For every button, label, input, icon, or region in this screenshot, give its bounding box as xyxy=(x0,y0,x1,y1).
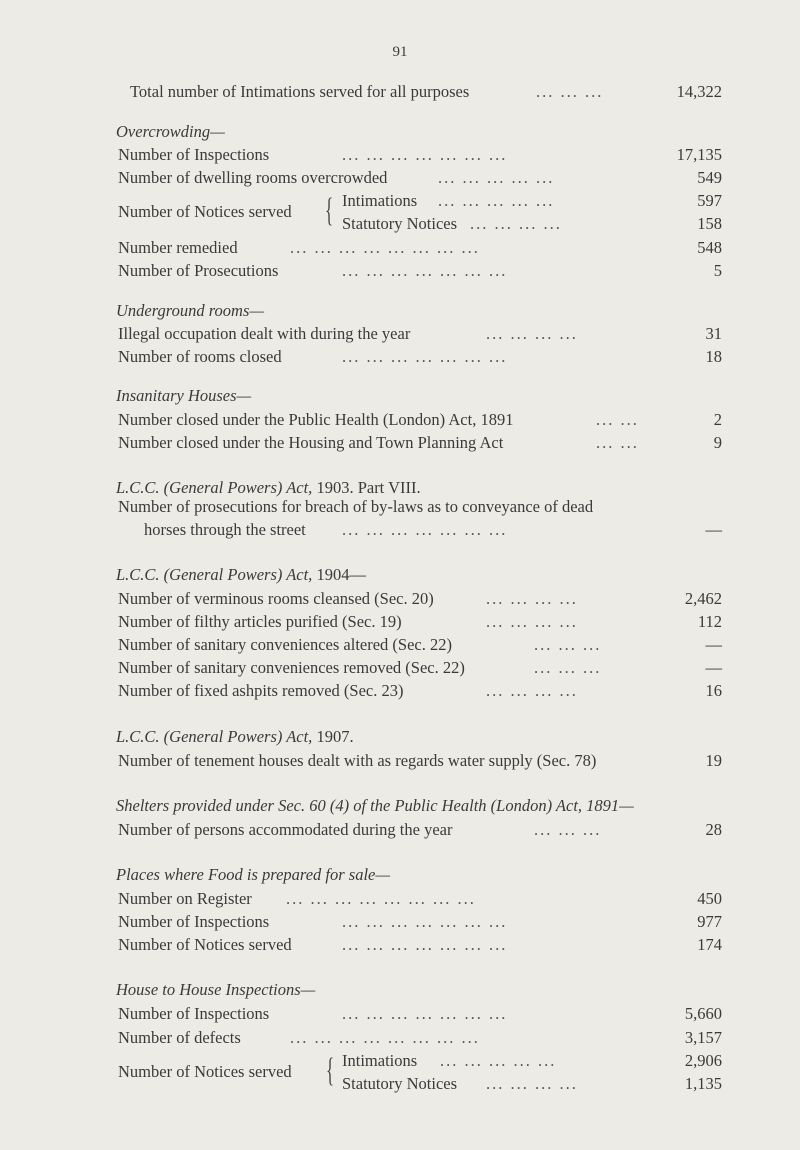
row-value: 158 xyxy=(697,214,722,233)
leader-dots: ... ... ... xyxy=(534,658,602,677)
house-inspections-row xyxy=(0,1004,800,1024)
heading-italic: L.C.C. (General Powers) Act, xyxy=(116,478,313,497)
row-label: Total number of Intimations served for all purposes xyxy=(130,82,470,101)
overcrowding-statutory-row xyxy=(0,214,800,234)
section-heading-food: Places where Food is prepared for sale— xyxy=(116,865,391,884)
leader-dots: ... ... ... xyxy=(534,635,602,654)
section-heading-lcc-1904 xyxy=(116,565,366,585)
leader-dots: ... ... ... ... xyxy=(486,681,578,700)
row-value: 1,135 xyxy=(684,1074,722,1093)
leader-dots: ... ... ... ... xyxy=(470,214,562,233)
row-value: 31 xyxy=(705,324,722,343)
house-statutory-row xyxy=(0,1074,800,1094)
row-label: Intimations xyxy=(342,1051,418,1070)
row-label: Intimations xyxy=(342,191,418,210)
heading-italic: L.C.C. (General Powers) Act, xyxy=(116,727,313,746)
row-label: Illegal occupation dealt with during the year xyxy=(118,324,411,343)
leader-dots: ... ... ... ... ... ... ... xyxy=(342,935,508,954)
leader-dots: ... ... ... xyxy=(536,82,604,101)
insanitary-public-health-row xyxy=(0,410,800,430)
row-value: 19 xyxy=(705,751,722,770)
row-value: 450 xyxy=(697,889,722,908)
row-label: Number of Inspections xyxy=(118,145,270,164)
page-number: 91 xyxy=(392,44,408,60)
row-value: 17,135 xyxy=(676,145,722,164)
food-notices-row xyxy=(0,935,800,955)
overcrowding-remedied-row xyxy=(0,238,800,258)
lcc-1904-verminous-row xyxy=(0,589,800,609)
lcc-1904-ashpits-row xyxy=(0,681,800,701)
row-value: — xyxy=(705,520,722,539)
row-label: Number of Prosecutions xyxy=(118,261,279,280)
row-value: 597 xyxy=(697,191,722,210)
row-label: Number of rooms closed xyxy=(118,347,282,366)
row-value: 174 xyxy=(697,935,722,954)
row-label: Number on Register xyxy=(118,889,252,908)
notices-served-label: Number of Notices served xyxy=(118,202,292,221)
heading-rest: 1907. xyxy=(316,727,354,746)
row-value: — xyxy=(705,635,722,654)
row-label: Number of fixed ashpits removed (Sec. 23) xyxy=(118,681,404,700)
leader-dots: ... ... xyxy=(596,410,639,429)
total-intimations-row xyxy=(0,82,800,102)
leader-dots: ... ... ... ... xyxy=(486,612,578,631)
row-value: 549 xyxy=(697,168,722,187)
house-intimations-row xyxy=(0,1051,800,1071)
row-label: Number closed under the Housing and Town Planning Act xyxy=(118,433,504,452)
section-heading-shelters: Shelters provided under Sec. 60 (4) of the Public Health (London) Act, 1891— xyxy=(116,796,634,815)
leader-dots: ... ... ... ... ... ... ... ... xyxy=(290,1028,480,1047)
lcc-1904-removed-row xyxy=(0,658,800,678)
row-label: Number of filthy articles purified (Sec. 19) xyxy=(118,612,402,631)
row-value: 112 xyxy=(697,612,722,631)
section-heading-insanitary: Insanitary Houses— xyxy=(116,386,252,405)
section-heading-overcrowding: Overcrowding— xyxy=(116,122,225,141)
row-value: 977 xyxy=(697,912,722,931)
row-label: Number of dwelling rooms overcrowded xyxy=(118,168,388,187)
lcc-1904-filthy-row xyxy=(0,612,800,632)
row-label: Statutory Notices xyxy=(342,1074,458,1093)
leader-dots: ... ... ... ... ... ... ... xyxy=(342,145,508,164)
leader-dots: ... ... ... ... ... ... ... ... xyxy=(286,889,476,908)
brace-icon: { xyxy=(326,1052,335,1089)
row-label: Number of persons accommodated during the year xyxy=(118,820,453,839)
heading-italic: L.C.C. (General Powers) Act, xyxy=(116,565,313,584)
row-value: 5 xyxy=(713,261,722,280)
leader-dots: ... ... ... ... ... ... ... xyxy=(342,347,508,366)
overcrowding-rooms-row xyxy=(0,168,800,188)
row-value: 2,462 xyxy=(684,589,722,608)
food-register-row xyxy=(0,889,800,909)
underground-illegal-row xyxy=(0,324,800,344)
row-value: 16 xyxy=(705,681,722,700)
brace-icon: { xyxy=(325,192,334,229)
lcc-1907-tenement-row xyxy=(0,751,800,771)
leader-dots: ... ... ... ... ... ... ... xyxy=(342,912,508,931)
leader-dots: ... ... xyxy=(596,433,639,452)
section-heading-underground: Underground rooms— xyxy=(116,301,265,320)
row-label: Number of sanitary conveniences removed (Sec. 22) xyxy=(118,658,465,677)
overcrowding-intimations-row xyxy=(0,191,800,211)
lcc-1904-altered-row xyxy=(0,635,800,655)
house-defects-row xyxy=(0,1028,800,1048)
lcc-1903-prosecutions-row xyxy=(0,520,800,540)
section-heading-lcc-1907 xyxy=(116,727,354,747)
leader-dots: ... ... ... ... ... xyxy=(438,191,555,210)
leader-dots: ... ... ... ... ... ... ... ... xyxy=(290,238,480,257)
row-value: 14,322 xyxy=(676,82,722,101)
leader-dots: ... ... ... xyxy=(534,820,602,839)
lcc-1903-prosecutions-line1 xyxy=(0,497,800,517)
row-label: Statutory Notices xyxy=(342,214,458,233)
row-label: horses through the street xyxy=(144,520,306,539)
heading-rest: 1903. Part VIII. xyxy=(316,478,421,497)
underground-closed-row xyxy=(0,347,800,367)
heading-rest: 1904— xyxy=(316,565,366,584)
section-heading-house-to-house: House to House Inspections— xyxy=(116,980,316,999)
notices-served-label: Number of Notices served xyxy=(118,1062,292,1081)
row-value: 18 xyxy=(705,347,722,366)
leader-dots: ... ... ... ... ... ... ... xyxy=(342,261,508,280)
row-value: 3,157 xyxy=(684,1028,722,1047)
row-label: Number of Inspections xyxy=(118,912,270,931)
leader-dots: ... ... ... ... xyxy=(486,324,578,343)
row-label: Number of tenement houses dealt with as regards water supply (Sec. 78) xyxy=(118,751,597,770)
row-value: 548 xyxy=(697,238,722,257)
food-inspections-row xyxy=(0,912,800,932)
row-value: 28 xyxy=(705,820,722,839)
shelters-persons-row xyxy=(0,820,800,840)
leader-dots: ... ... ... ... ... ... ... xyxy=(342,520,508,539)
row-label: Number of Inspections xyxy=(118,1004,270,1023)
leader-dots: ... ... ... ... ... xyxy=(438,168,555,187)
row-label: Number closed under the Public Health (London) Act, 1891 xyxy=(118,410,514,429)
row-value: 9 xyxy=(713,433,722,452)
row-label: Number of prosecutions for breach of by-laws as to conveyance of dead xyxy=(118,497,594,516)
insanitary-housing-row xyxy=(0,433,800,453)
row-value: 2,906 xyxy=(684,1051,722,1070)
row-label: Number of Notices served xyxy=(118,935,292,954)
row-value: 5,660 xyxy=(684,1004,722,1023)
leader-dots: ... ... ... ... ... ... ... xyxy=(342,1004,508,1023)
section-heading-lcc-1903 xyxy=(116,478,421,498)
leader-dots: ... ... ... ... xyxy=(486,1074,578,1093)
row-value: — xyxy=(705,658,722,677)
overcrowding-prosecutions-row xyxy=(0,261,800,281)
overcrowding-inspections-row xyxy=(0,145,800,165)
row-label: Number of verminous rooms cleansed (Sec. 20) xyxy=(118,589,434,608)
row-label: Number remedied xyxy=(118,238,238,257)
row-value: 2 xyxy=(713,410,722,429)
row-label: Number of sanitary conveniences altered (Sec. 22) xyxy=(118,635,452,654)
leader-dots: ... ... ... ... xyxy=(486,589,578,608)
row-label: Number of defects xyxy=(118,1028,241,1047)
leader-dots: ... ... ... ... ... xyxy=(440,1051,557,1070)
